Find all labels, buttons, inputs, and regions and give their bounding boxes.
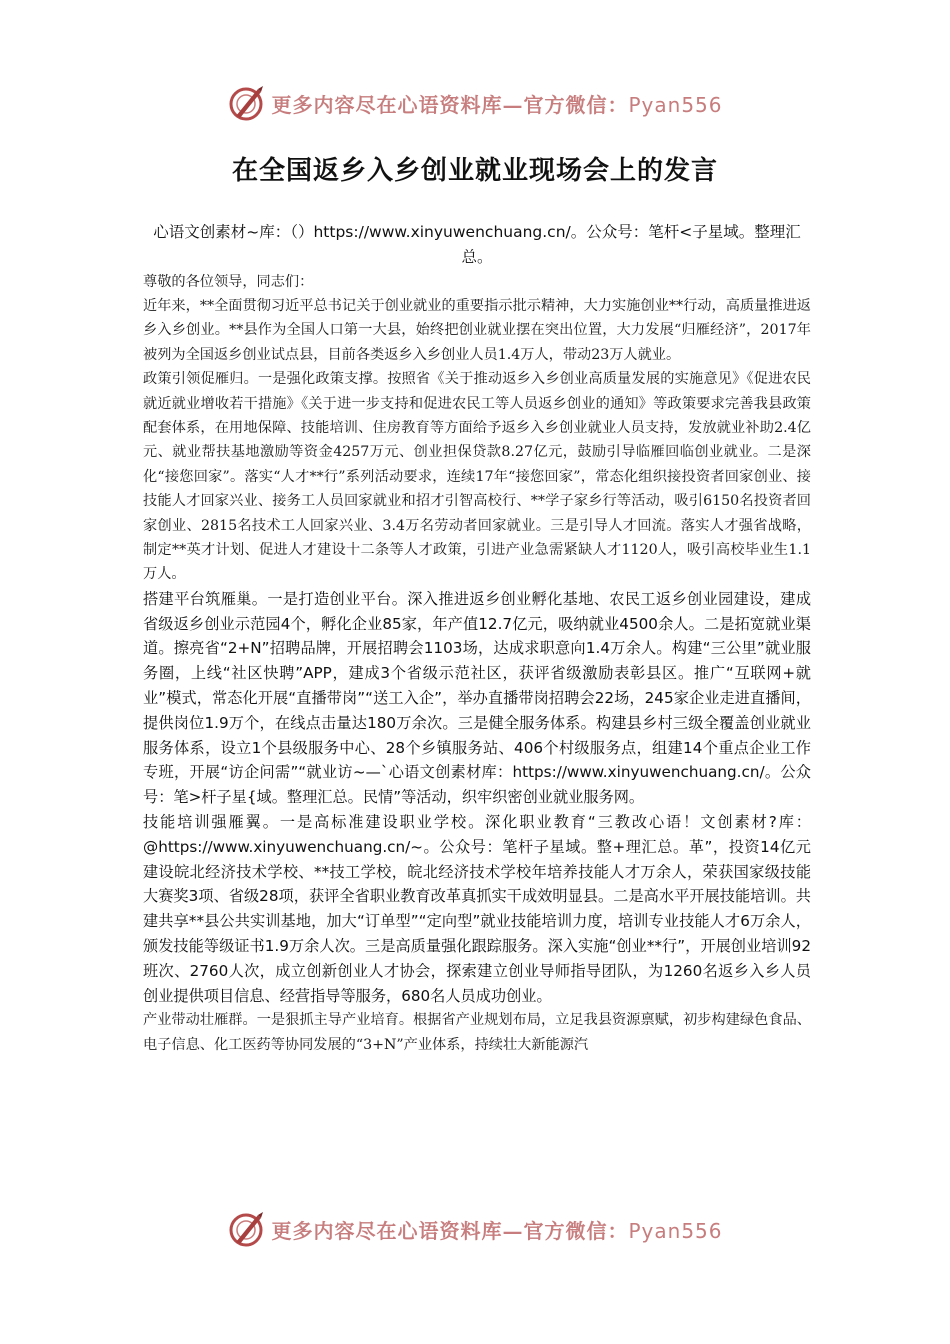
logo-icon	[227, 83, 267, 123]
banner-text: 更多内容尽在心语资料库—官方微信：Pyan556	[271, 92, 723, 117]
paragraph-platform: 搭建平台筑雁巢。一是打造创业平台。深入推进返乡创业孵化基地、农民工返乡创业园建设，建成省级返乡创业示范园4个，孵化企业85家，年产值12.7亿元，吸纳就业4500余人。二是拓宽就业渠道。擦亮省“2+N”招聘品牌，开展招聘会1103场，达成求职意向1.4万余人。构建“三公里”就业服务圈，上线“社区快聘”APP，建成3个省级示范社区，获评省级激励表彰县区。推广“互联网+就业”模式，常态化开展“直播带岗”“送工入企”，举办直播带岗招聘会22场，245家企业走进直播间，提供岗位1.9万个，在线点击量达180万余次。三是健全服务体系。构建县乡村三级全覆盖创业就业服务体系，设立1个县级服务中心、28个乡镇服务站、406个村级服务点，组建14个重点企业工作专班，开展“访企问需”“就业访~—`心语文创素材库：https://www.xinyuwenchuang.cn/。公众号：笔>杆子星{域。整理汇总。民情”等活动，织牢织密创业就业服务网。	[143, 589, 811, 807]
source-line: 心语文创素材~库：（）https://www.xinyuwenchuang.cn/。公众号：笔杆<子星域。整理汇总。	[153, 223, 801, 266]
paragraph-intro: 近年来，**全面贯彻习近平总书记关于创业就业的重要指示批示精神，大力实施创业**行动，高质量推进返乡入乡创业。**县作为全国人口第一大县，始终把创业就业摆在突出位置，大力发展“归雁经济”，2017年被列为全国返乡创业试点县，目前各类返乡入乡创业人员1.4万人，带动23万人就业。	[143, 298, 811, 363]
banner-text: 更多内容尽在心语资料库—官方微信：Pyan556	[271, 1218, 723, 1243]
paragraph-policy: 政策引领促雁归。一是强化政策支撑。按照省《关于推动返乡入乡创业高质量发展的实施意见》《促进农民就近就业增收若干措施》《关于进一步支持和促进农民工等人员返乡创业的通知》等政策要求完善我县政策配套体系，在用地保障、技能培训、住房教育等方面给予返乡入乡创业就业人员支持，发放就业补助2.4亿元、就业帮扶基地激励等资金4257万元、创业担保贷款8.27亿元，鼓励引导临雁回临创业就业。二是深化“接您回家”。落实“人才**行”系列活动要求，连续17年“接您回家”，常态化组织接投资者回家创业、接技能人才回家兴业、接务工人员回家就业和招才引智高校行、**学子家乡行等活动，吸引6150名投资者回家创业、2815名技术工人回家兴业、3.4万名劳动者回家就业。三是引导人才回流。落实人才强省战略，制定**英才计划、促进人才建设十二条等人才政策，引进产业急需紧缺人才1120人，吸引高校毕业生1.1万人。	[143, 371, 811, 583]
wechat-id: Pyan556	[628, 92, 723, 117]
wechat-id: Pyan556	[628, 1218, 723, 1243]
document-body	[143, 270, 811, 1057]
page-title: 在全国返乡入乡创业就业现场会上的发言	[231, 156, 718, 186]
paragraph-industry: 产业带动壮雁群。一是狠抓主导产业培育。根据省产业规划布局，立足我县资源禀赋，初步构建绿色食品、电子信息、化工医药等协同发展的“3+N”产业体系，持续壮大新能源汽	[143, 1012, 811, 1053]
header-banner	[0, 80, 950, 126]
paragraph-training: 技能培训强雁翼。一是高标准建设职业学校。深化职业教育“三教改心语！文创素材?库：@https://www.xinyuwenchuang.cn/~。公众号：笔杆子星域。整+理汇总。革”，投资14亿元建设皖北经济技术学校、**技工学校，皖北经济技术学校年培养技能人才万余人，荣获国家级技能大赛奖3项、省级28项，获评全省职业教育改革真抓实干成效明显县。二是高水平开展技能培训。共建共享**县公共实训基地，加大“订单型”“定向型”就业技能培训力度，培训专业技能人才6万余人，颁发技能等级证书1.9万余人次。三是高质量强化跟踪服务。深入实施“创业**行”，开展创业培训92班次、2760人次，成立创新创业人才协会，探索建立创业导师指导团队，为1260名返乡入乡人员创业提供项目信息、经营指导等服务，680名人员成功创业。	[143, 813, 811, 1005]
logo-icon	[227, 1209, 267, 1249]
footer-banner	[0, 1206, 950, 1252]
greeting: 尊敬的各位领导，同志们：	[143, 274, 314, 290]
